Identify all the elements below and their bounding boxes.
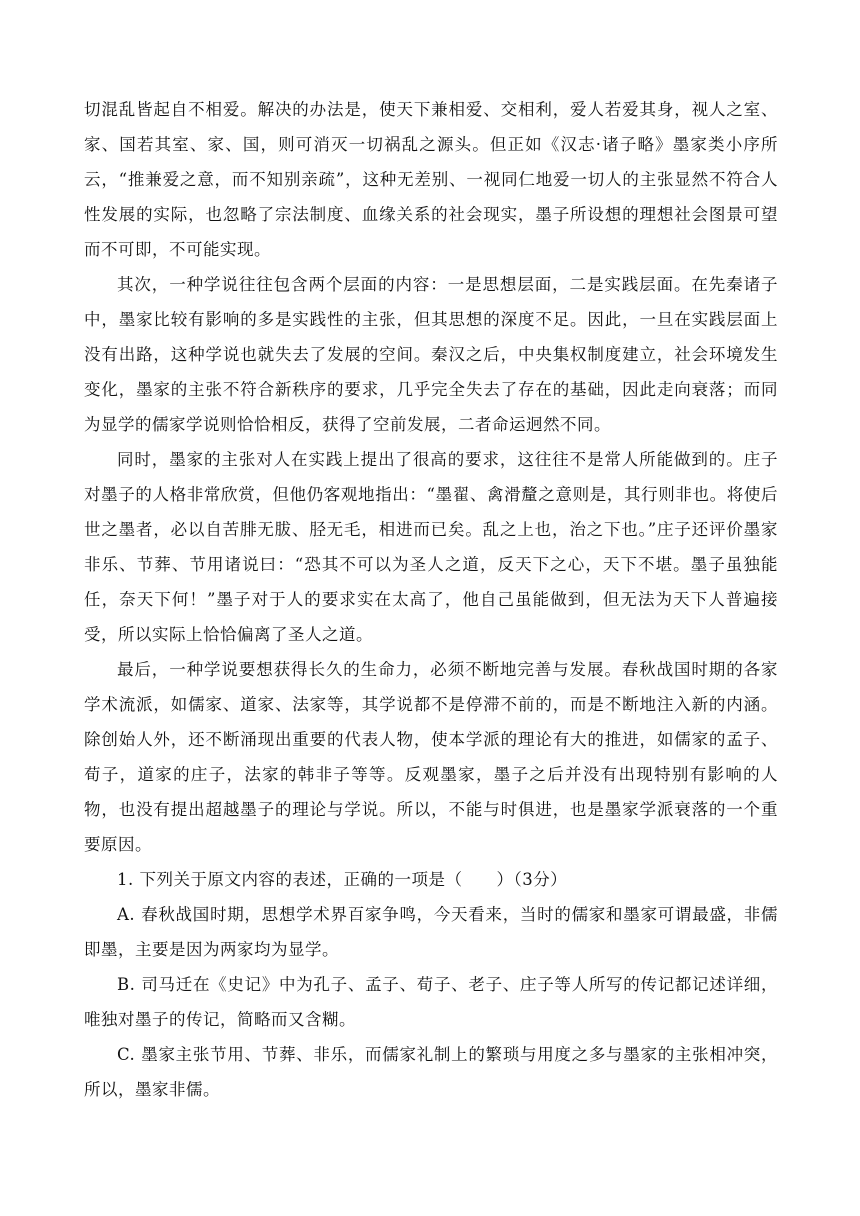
option-b: B. 司马迁在《史记》中为孔子、孟子、荀子、老子、庄子等人所写的传记都记述详细，唯独对墨子的传记，简略而又含糊。: [84, 975, 778, 1029]
body-paragraph-continued: 切混乱皆起自不相爱。解决的办法是，使天下兼相爱、交相利，爱人若爱其身，视人之室、家、国若其室、家、国，则可消灭一切祸乱之源头。但正如《汉志·诸子略》墨家类小序所云，“推兼爱之意，而不知别亲疏”，这种无差别、一视同仁地爱一切人的主张显然不符合人性发展的实际，也忽略了宗法制度、血缘关系的社会现实，墨子所设想的理想社会图景可望而不可即，不可能实现。: [84, 100, 778, 259]
option-c: C. 墨家主张节用、节葬、非乐，而儒家礼制上的繁琐与用度之多与墨家的主张相冲突，所以，墨家非儒。: [84, 1045, 778, 1099]
question-stem: 1. 下列关于原文内容的表述，正确的一项是（ ）（3分）: [117, 870, 568, 889]
document-page: [84, 92, 778, 1107]
body-paragraph: 同时，墨家的主张对人在实践上提出了很高的要求，这往往不是常人所能做到的。庄子对墨子的人格非常欣赏，但他仍客观地指出：“墨翟、禽滑釐之意则是，其行则非也。将使后世之墨者，必以自苦腓无胈、胫无毛，相进而已矣。乱之上也，治之下也。”庄子还评价墨家非乐、节葬、节用诸说曰：“恐其不可以为圣人之道，反天下之心，天下不堪。墨子虽独能任，奈天下何！”墨子对于人的要求实在太高了，他自己虽能做到，但无法为天下人普遍接受，所以实际上恰恰偏离了圣人之道。: [84, 450, 778, 644]
option-a: A. 春秋战国时期，思想学术界百家争鸣，今天看来，当时的儒家和墨家可谓最盛，非儒即墨，主要是因为两家均为显学。: [84, 905, 778, 959]
body-paragraph: 其次，一种学说往往包含两个层面的内容：一是思想层面，二是实践层面。在先秦诸子中，墨家比较有影响的多是实践性的主张，但其思想的深度不足。因此，一旦在实践层面上没有出路，这种学说也就失去了发展的空间。秦汉之后，中央集权制度建立，社会环境发生变化，墨家的主张不符合新秩序的要求，几乎完全失去了存在的基础，因此走向衰落；而同为显学的儒家学说则恰恰相反，获得了空前发展，二者命运迥然不同。: [84, 275, 778, 434]
body-paragraph: 最后，一种学说要想获得长久的生命力，必须不断地完善与发展。春秋战国时期的各家学术流派，如儒家、道家、法家等，其学说都不是停滞不前的，而是不断地注入新的内涵。除创始人外，还不断涌现出重要的代表人物，使本学派的理论有大的推进，如儒家的孟子、荀子，道家的庄子，法家的韩非子等等。反观墨家，墨子之后并没有出现特别有影响的人物，也没有提出超越墨子的理论与学说。所以，不能与时俱进，也是墨家学派衰落的一个重要原因。: [84, 660, 778, 854]
